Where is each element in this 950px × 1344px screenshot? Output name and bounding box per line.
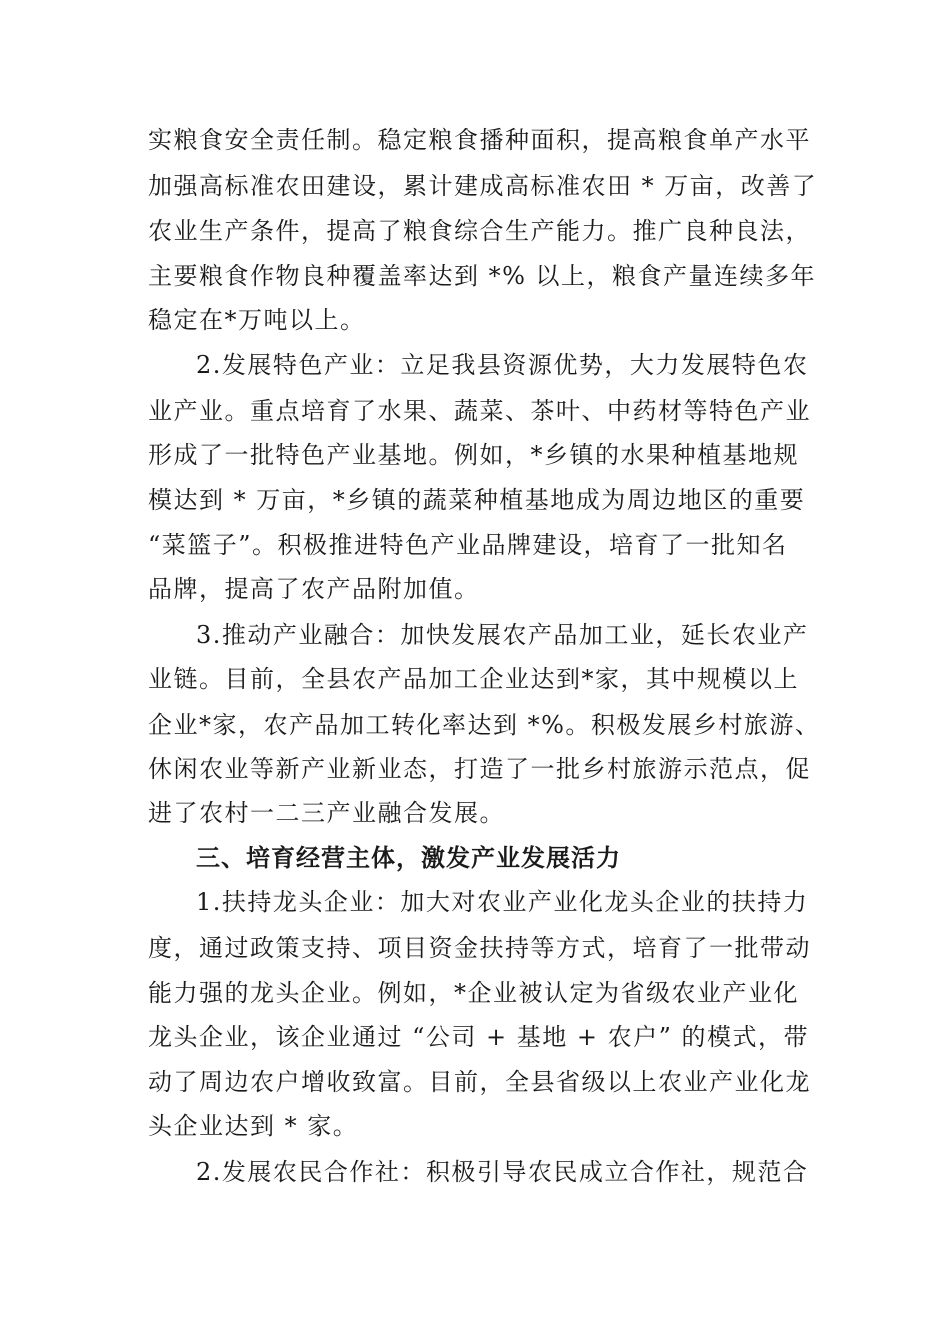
text-line: 加强高标准农田建设，累计建成高标准农田 * 万亩，改善了 bbox=[148, 172, 818, 200]
text-line: 模达到 * 万亩，*乡镇的蔬菜种植基地成为周边地区的重要 bbox=[148, 486, 806, 514]
paragraph-start-line: 2.发展农民合作社：积极引导农民成立合作社，规范合 bbox=[196, 1158, 809, 1186]
text-line: 能力强的龙头企业。例如，*企业被认定为省级农业产业化 bbox=[148, 979, 799, 1007]
text-line: 主要粮食作物良种覆盖率达到 *% 以上，粮食产量连续多年 bbox=[148, 262, 817, 290]
text-line: 稳定在*万吨以上。 bbox=[148, 306, 366, 334]
text-line: 动了周边农户增收致富。目前，全县省级以上农业产业化龙 bbox=[148, 1068, 811, 1096]
paragraph-start-line: 1.扶持龙头企业：加大对农业产业化龙头企业的扶持力 bbox=[196, 888, 809, 916]
text-line: 业链。目前，全县农产品加工企业达到*家，其中规模以上 bbox=[148, 665, 799, 693]
text-line: 度，通过政策支持、项目资金扶持等方式，培育了一批带动 bbox=[148, 934, 811, 962]
section-heading: 三、培育经营主体，激发产业发展活力 bbox=[196, 844, 621, 872]
text-line: 进了农村一二三产业融合发展。 bbox=[148, 799, 505, 827]
paragraph-start-line: 2.发展特色产业：立足我县资源优势，大力发展特色农 bbox=[196, 351, 809, 379]
text-line: 品牌，提高了农产品附加值。 bbox=[148, 575, 480, 603]
text-line: “菜篮子”。积极推进特色产业品牌建设，培育了一批知名 bbox=[148, 531, 788, 559]
text-line: 农业生产条件，提高了粮食综合生产能力。推广良种良法， bbox=[148, 217, 811, 245]
text-line: 休闲农业等新产业新业态，打造了一批乡村旅游示范点，促 bbox=[148, 755, 811, 783]
text-line: 实粮食安全责任制。稳定粮食播种面积，提高粮食单产水平 bbox=[148, 126, 811, 154]
text-line: 龙头企业，该企业通过 “公司 + 基地 + 农户” 的模式，带 bbox=[148, 1023, 810, 1051]
paragraph-start-line: 3.推动产业融合：加快发展农产品加工业，延长农业产 bbox=[196, 621, 809, 649]
text-line: 形成了一批特色产业基地。例如，*乡镇的水果种植基地规 bbox=[148, 441, 799, 469]
text-line: 业产业。重点培育了水果、蔬菜、茶叶、中药材等特色产业 bbox=[148, 397, 811, 425]
text-line: 头企业达到 * 家。 bbox=[148, 1112, 359, 1140]
text-line: 企业*家，农产品加工转化率达到 *%。积极发展乡村旅游、 bbox=[148, 711, 821, 739]
